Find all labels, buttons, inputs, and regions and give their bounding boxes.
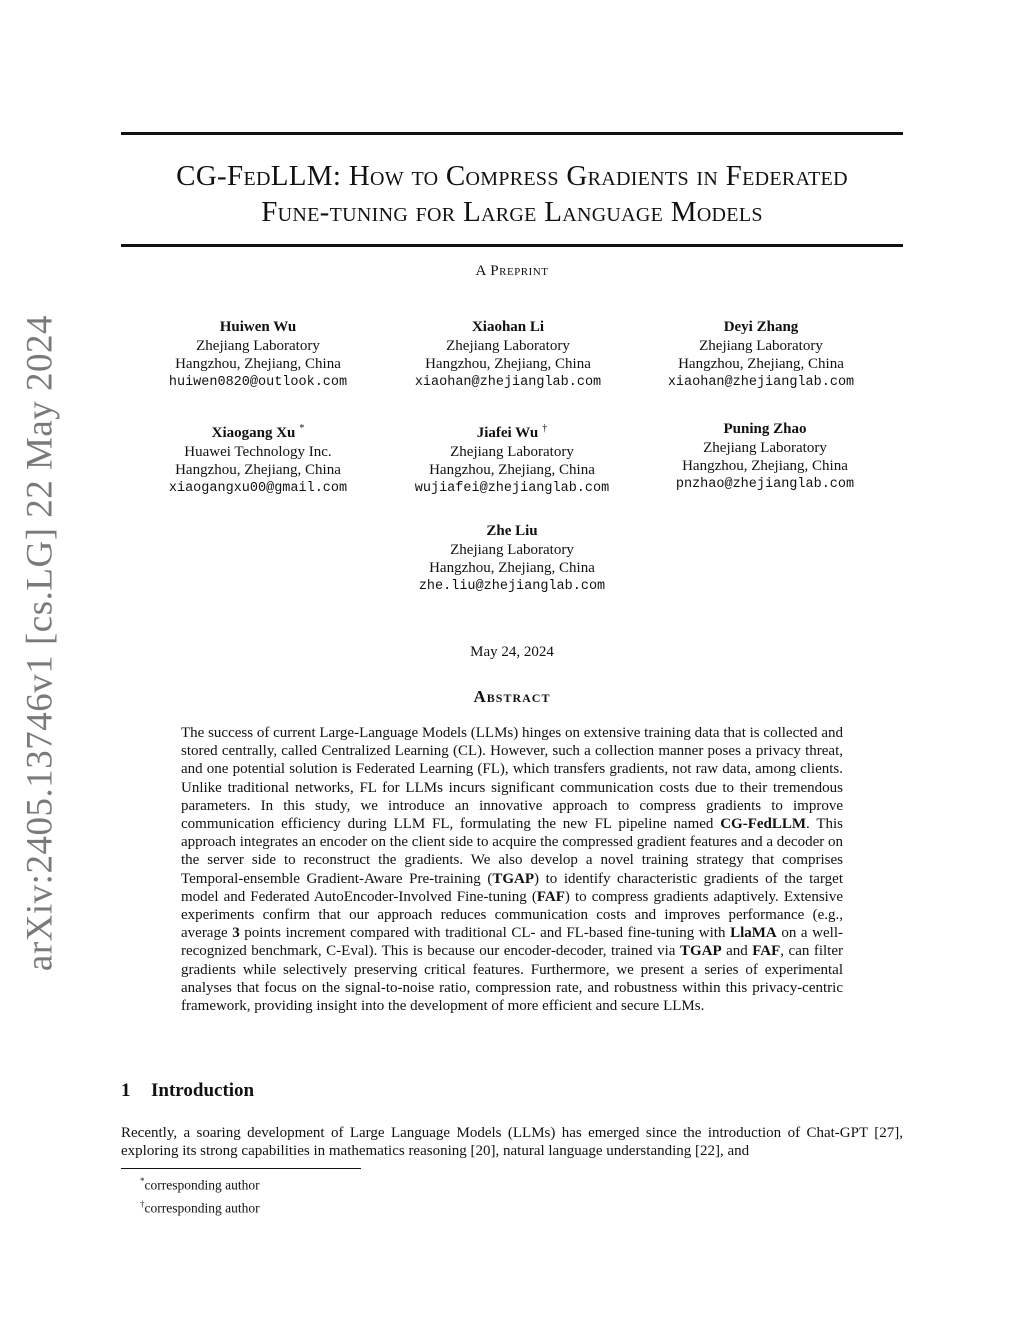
section-title: Introduction <box>151 1080 255 1101</box>
author-block <box>128 318 388 392</box>
preprint-label: A Preprint <box>475 263 549 279</box>
author-affiliation: Zhejiang Laboratory <box>446 337 570 354</box>
author-affiliation: Zhejiang Laboratory <box>699 337 823 354</box>
author-email: xiaohan@zhejianglab.com <box>667 374 855 390</box>
author-email: wujiafei@zhejianglab.com <box>414 480 610 496</box>
author-location: Hangzhou, Zhejiang, China <box>175 356 341 372</box>
author-block <box>128 420 388 498</box>
author-block <box>382 420 642 498</box>
section-heading-introduction <box>121 1080 254 1102</box>
author-email: zhe.liu@zhejianglab.com <box>418 578 606 594</box>
publication-date: May 24, 2024 <box>470 644 554 660</box>
author-location: Hangzhou, Zhejiang, China <box>425 356 591 372</box>
introduction-text: Recently, a soaring development of Large Language Models (LLMs) has emerged since the introduction of Chat-GPT [27], exploring its strong capabilities in mathematics reasoning [20], natural language understanding [22], and <box>121 1125 903 1160</box>
author-email: huiwen0820@outlook.com <box>168 374 348 390</box>
author-location: Hangzhou, Zhejiang, China <box>429 560 595 576</box>
author-affiliation: Zhejiang Laboratory <box>450 443 574 460</box>
author-name: Zhe Liu <box>486 523 538 539</box>
footnote-mark: * <box>299 423 305 434</box>
author-affiliation: Zhejiang Laboratory <box>450 541 574 558</box>
author-name: Xiaogang Xu * <box>211 423 305 441</box>
author-name: Puning Zhao <box>723 421 807 437</box>
author-location: Hangzhou, Zhejiang, China <box>682 458 848 474</box>
author-email: xiaogangxu00@gmail.com <box>168 480 348 496</box>
author-location: Hangzhou, Zhejiang, China <box>175 462 341 478</box>
author-email: pnzhao@zhejianglab.com <box>675 476 855 492</box>
title-line-1: CG-FedLLM: How to Compress Gradients in Federated <box>176 160 848 192</box>
footnote: *corresponding author <box>140 1176 260 1193</box>
footnote-mark: * <box>140 1176 145 1186</box>
author-location: Hangzhou, Zhejiang, China <box>429 462 595 478</box>
footnote-rule <box>121 1168 361 1169</box>
author-block <box>631 318 891 392</box>
paper-title <box>121 158 903 230</box>
footnote-mark: † <box>542 423 548 434</box>
author-email: xiaohan@zhejianglab.com <box>414 374 602 390</box>
author-affiliation: Zhejiang Laboratory <box>196 337 320 354</box>
footnote: †corresponding author <box>140 1198 260 1215</box>
author-name: Xiaohan Li <box>471 319 545 335</box>
author-affiliation: Huawei Technology Inc. <box>184 443 332 460</box>
abstract-text: The success of current Large-Language Models (LLMs) hinges on extensive training data that is collected and stored centrally, called Centralized Learning (CL). However, such a collection manner poses a privacy threat, and one potential solution is Federated Learning (FL), which transfers gradients, not raw data, among clients. Unlike traditional networks, FL for LLMs incurs significant communication costs due to their tremendous parameters. In this study, we introduce an innovative approach to compress gradients to improve communication efficiency during LLM FL, formulating the new FL pipeline named CG-FedLLM. This approach integrates an encoder on the client side to acquire the compressed gradient features and a decoder on the server side to reconstruct the gradients. We also develop a novel training strategy that comprises Temporal-ensemble Gradient-Aware Pre-training (TGAP) to identify characteristic gradients of the target model and Federated AutoEncoder-Involved Fine-tuning (FAF) to compress gradients adaptively. Extensive experiments confirm that our approach reduces communication costs and improves performance (e.g., average 3 points increment compared with traditional CL- and FL-based fine-tuning with LlaMA on a well-recognized benchmark, C-Eval). This is because our encoder-decoder, trained via TGAP and FAF, can filter gradients while selectively preserving critical features. Furthermore, we present a series of experimental analyses that focus on the signal-to-noise ratio, compression rate, and robustness within this privacy-centric framework, providing insight into the development of more efficient and secure LLMs. <box>181 725 843 1015</box>
author-name: Deyi Zhang <box>723 319 799 335</box>
author-location: Hangzhou, Zhejiang, China <box>678 356 844 372</box>
section-number: 1 <box>121 1080 131 1101</box>
footnote-mark: † <box>140 1198 145 1209</box>
footnotes <box>140 1172 260 1217</box>
title-rule-bottom <box>121 244 903 247</box>
author-name: Jiafei Wu † <box>476 423 548 441</box>
author-affiliation: Zhejiang Laboratory <box>703 439 827 456</box>
arxiv-side-stamp: arXiv:2405.13746v1 [cs.LG] 22 May 2024 <box>19 314 61 972</box>
author-block <box>378 318 638 392</box>
title-rule-top <box>121 132 903 135</box>
author-block <box>635 420 895 494</box>
title-line-2: Fune-tuning for Large Language Models <box>261 196 763 228</box>
abstract-heading: Abstract <box>473 687 551 706</box>
author-block <box>382 522 642 596</box>
author-name: Huiwen Wu <box>219 319 297 335</box>
